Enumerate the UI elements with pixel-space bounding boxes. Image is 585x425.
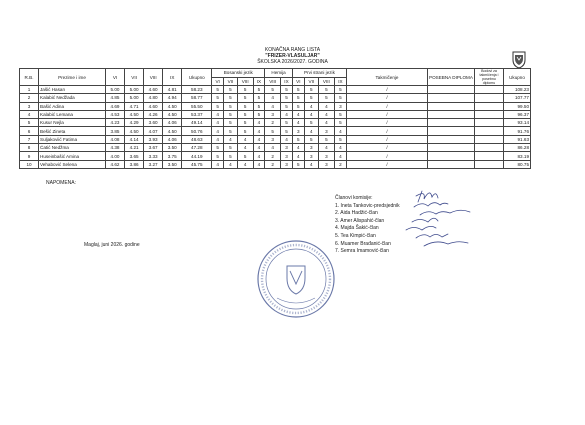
cell-ukupno: 55.50 — [182, 102, 212, 110]
cell-prvi-viii: 3 — [318, 152, 334, 160]
table-row — [20, 119, 531, 127]
cell-hem-ix: 3 — [281, 160, 293, 168]
cell-prvi-ix: 5 — [334, 119, 346, 127]
cell-total: 107.77 — [504, 94, 531, 102]
cell-name: Huseinbašić Amina — [39, 152, 106, 160]
cell-hem-viii: 4 — [265, 94, 281, 102]
cell-bos-ix: 5 — [253, 94, 265, 102]
cell-grade-viii: 3.33 — [144, 152, 163, 160]
cell-name: Bašić Adina — [39, 102, 106, 110]
cell-grade-vii: 4.71 — [125, 102, 144, 110]
cell-bos-viii: 5 — [237, 152, 253, 160]
cell-prvi-vi: 4 — [292, 152, 304, 160]
cell-hem-viii: 5 — [265, 86, 281, 94]
cell-total: 91.63 — [504, 135, 531, 143]
table-row — [20, 86, 531, 94]
cell-bos-ix: 4 — [253, 160, 265, 168]
cell-name: Kalabić Nedžada — [39, 94, 106, 102]
cell-hem-viii: 4 — [265, 102, 281, 110]
cell-prvi-vi: 5 — [292, 160, 304, 168]
cell-bos-viii: 5 — [237, 102, 253, 110]
cell-grade-vi: 4.85 — [106, 94, 125, 102]
cell-prvi-viii: 4 — [318, 119, 334, 127]
cell-ukupno: 49.14 — [182, 119, 212, 127]
col-rb: R.B. — [20, 69, 39, 86]
cell-prvi-ix: 3 — [334, 102, 346, 110]
sub-bos-ix: IX — [253, 77, 265, 86]
cell-name: Vehabović Selena — [39, 160, 106, 168]
cell-bos-vi: 4 — [212, 119, 224, 127]
cell-bos-ix: 4 — [253, 119, 265, 127]
table-row — [20, 127, 531, 135]
col-bosanski: Bosanski jezik — [212, 69, 265, 78]
cell-grade-vii: 5.00 — [125, 86, 144, 94]
place-date: Maglaj, juni 2026. godine — [84, 242, 140, 248]
cell-grade-vi: 4.53 — [106, 110, 125, 118]
cell-grade-ix: 4.06 — [163, 119, 182, 127]
cell-total: 93.14 — [504, 119, 531, 127]
cell-grade-viii: 4.60 — [144, 102, 163, 110]
cell-bodovi — [475, 110, 504, 118]
napomena-label: NAPOMENA: — [46, 180, 77, 186]
cell-grade-vii: 3.86 — [125, 160, 144, 168]
cell-prvi-viii: 5 — [318, 94, 334, 102]
cell-bos-ix: 4 — [253, 135, 265, 143]
commission-member: 6. Muamer Brađanić-član — [335, 240, 391, 247]
cell-hem-ix: 5 — [281, 86, 293, 94]
cell-rb: 9 — [20, 152, 39, 160]
cell-grade-ix: 4.06 — [163, 135, 182, 143]
cell-total: 83.19 — [504, 152, 531, 160]
cell-bodovi — [475, 102, 504, 110]
cell-total: 99.50 — [504, 102, 531, 110]
cell-rb: 5 — [20, 119, 39, 127]
cell-name: Bešić Zineta — [39, 127, 106, 135]
sub-prvi-ix: IX — [334, 77, 346, 86]
cell-bos-ix: 5 — [253, 102, 265, 110]
cell-hem-viii: 2 — [265, 152, 281, 160]
cell-bodovi — [475, 160, 504, 168]
document-title-line-2: "FRIZER-VLASULJAR" — [265, 53, 320, 59]
cell-hem-ix: 3 — [281, 144, 293, 152]
cell-takmicenje: / — [347, 135, 428, 143]
cell-grade-vii: 5.00 — [125, 94, 144, 102]
cell-hem-viii: 3 — [265, 110, 281, 118]
cell-rb: 3 — [20, 102, 39, 110]
sub-hem-ix: IX — [281, 77, 293, 86]
cell-ukupno: 47.28 — [182, 144, 212, 152]
cell-name: Kusur Nejla — [39, 119, 106, 127]
cell-prvi-ix: 4 — [334, 144, 346, 152]
col-ukupno: Ukupno — [182, 69, 212, 86]
cell-hem-ix: 5 — [281, 102, 293, 110]
cell-bos-vi: 4 — [212, 110, 224, 118]
cell-takmicenje: / — [347, 160, 428, 168]
cell-posebna — [428, 160, 475, 168]
cell-grade-ix: 4.50 — [163, 127, 182, 135]
cell-prvi-ix: 5 — [334, 135, 346, 143]
cell-prvi-viii: 4 — [318, 110, 334, 118]
cell-posebna — [428, 119, 475, 127]
cell-bos-vi: 5 — [212, 94, 224, 102]
cell-total: 108.23 — [504, 86, 531, 94]
cell-bodovi — [475, 135, 504, 143]
cell-grade-vi: 3.85 — [106, 127, 125, 135]
sub-bos-vii: VII — [224, 77, 238, 86]
cell-hem-ix: 4 — [281, 110, 293, 118]
cell-bos-vii: 4 — [224, 160, 238, 168]
cell-ukupno: 53.37 — [182, 110, 212, 118]
cell-bos-vii: 4 — [224, 135, 238, 143]
cell-takmicenje: / — [347, 119, 428, 127]
table-row — [20, 94, 531, 102]
cell-bodovi — [475, 86, 504, 94]
col-ukupno-total: Ukupno — [504, 69, 531, 86]
cell-grade-viii: 4.26 — [144, 110, 163, 118]
col-bodovi: Bodovi za takmičenja i posebnu diplomu — [475, 69, 504, 86]
cell-grade-vii: 4.50 — [125, 110, 144, 118]
cell-prvi-vi: 5 — [292, 86, 304, 94]
cell-hem-viii: 3 — [265, 135, 281, 143]
cell-takmicenje: / — [347, 127, 428, 135]
cell-bos-viii: 5 — [237, 127, 253, 135]
cell-rb: 2 — [20, 94, 39, 102]
cell-grade-ix: 4.50 — [163, 102, 182, 110]
cell-takmicenje: / — [347, 86, 428, 94]
cell-prvi-vii: 4 — [304, 127, 318, 135]
cell-bos-vii: 5 — [224, 102, 238, 110]
sub-prvi-viii: VIII — [318, 77, 334, 86]
table-row — [20, 110, 531, 118]
cell-grade-vi: 4.69 — [106, 102, 125, 110]
cell-posebna — [428, 152, 475, 160]
cell-takmicenje: / — [347, 102, 428, 110]
cell-bos-vi: 5 — [212, 86, 224, 94]
commission-member: 2. Aida Hadžić-član — [335, 210, 378, 217]
cell-prvi-ix: 5 — [334, 94, 346, 102]
cell-bos-viii: 4 — [237, 135, 253, 143]
cell-bos-ix: 4 — [253, 127, 265, 135]
cell-grade-ix: 4.50 — [163, 110, 182, 118]
cell-posebna — [428, 144, 475, 152]
cell-prvi-vi: 5 — [292, 94, 304, 102]
cell-prvi-vi: 4 — [292, 144, 304, 152]
cell-prvi-ix: 4 — [334, 152, 346, 160]
cell-prvi-ix: 5 — [334, 86, 346, 94]
commission-member: 5. Tea Kimpić-član — [335, 232, 376, 239]
cell-prvi-ix: 5 — [334, 110, 346, 118]
cell-prvi-vi: 4 — [292, 119, 304, 127]
cell-ukupno: 44.19 — [182, 152, 212, 160]
col-vii: VII — [125, 69, 144, 86]
sub-prvi-vii: VII — [304, 77, 318, 86]
cell-bos-ix: 5 — [253, 110, 265, 118]
cell-posebna — [428, 86, 475, 94]
cell-hem-ix: 5 — [281, 127, 293, 135]
cell-bos-vii: 5 — [224, 144, 238, 152]
cell-prvi-viii: 5 — [318, 86, 334, 94]
cell-hem-ix: 4 — [281, 135, 293, 143]
cell-takmicenje: / — [347, 152, 428, 160]
cell-prvi-ix: 2 — [334, 160, 346, 168]
cell-prvi-vii: 5 — [304, 94, 318, 102]
col-posebna: POSEBNA DIPLOMA — [428, 69, 475, 86]
cell-bodovi — [475, 94, 504, 102]
col-vi: VI — [106, 69, 125, 86]
ranking-table — [19, 68, 531, 169]
cell-grade-viii: 4.60 — [144, 86, 163, 94]
cell-total: 80.75 — [504, 160, 531, 168]
table-row — [20, 152, 531, 160]
cell-grade-viii: 3.67 — [144, 144, 163, 152]
cell-hem-viii: 2 — [265, 160, 281, 168]
cell-rb: 10 — [20, 160, 39, 168]
cell-bodovi — [475, 119, 504, 127]
cell-posebna — [428, 127, 475, 135]
cell-hem-ix: 3 — [281, 152, 293, 160]
cell-ukupno: 48.63 — [182, 135, 212, 143]
cell-prvi-vii: 5 — [304, 119, 318, 127]
cell-bodovi — [475, 127, 504, 135]
cell-prvi-vi: 4 — [292, 110, 304, 118]
cell-grade-viii: 3.60 — [144, 119, 163, 127]
cell-grade-vii: 4.14 — [125, 135, 144, 143]
cell-bos-vii: 5 — [224, 119, 238, 127]
col-hemija: Hemija — [265, 69, 293, 78]
cell-bos-viii: 4 — [237, 144, 253, 152]
cell-prvi-vi: 5 — [292, 135, 304, 143]
col-takmicenje: Takmičenje — [347, 69, 428, 86]
cell-total: 86.28 — [504, 144, 531, 152]
cell-bos-vii: 5 — [224, 110, 238, 118]
cell-prvi-vii: 4 — [304, 102, 318, 110]
cell-prvi-vii: 4 — [304, 110, 318, 118]
cell-bos-vi: 4 — [212, 127, 224, 135]
cell-hem-ix: 5 — [281, 94, 293, 102]
commission-member: 1. Ineta Tankovic-predsjednik — [335, 202, 400, 209]
cell-ukupno: 45.75 — [182, 160, 212, 168]
cell-grade-vi: 4.23 — [106, 119, 125, 127]
cell-bos-vi: 5 — [212, 152, 224, 160]
cell-prvi-viii: 5 — [318, 135, 334, 143]
cell-grade-viii: 4.07 — [144, 127, 163, 135]
table-row — [20, 135, 531, 143]
cell-bos-vi: 5 — [212, 144, 224, 152]
cell-rb: 8 — [20, 144, 39, 152]
sub-bos-vi: VI — [212, 77, 224, 86]
cell-grade-viii: 3.93 — [144, 135, 163, 143]
table-row — [20, 102, 531, 110]
sub-hem-viii: VIII — [265, 77, 281, 86]
cell-grade-vii: 3.65 — [125, 152, 144, 160]
cell-hem-viii: 4 — [265, 144, 281, 152]
cell-prvi-viii: 4 — [318, 102, 334, 110]
cell-name: Jašić Hasan — [39, 86, 106, 94]
cell-bos-viii: 5 — [237, 119, 253, 127]
col-name: Prezime i ime — [39, 69, 106, 86]
cell-grade-vii: 4.29 — [125, 119, 144, 127]
cell-grade-vi: 4.62 — [106, 160, 125, 168]
cell-grade-ix: 4.94 — [163, 94, 182, 102]
cell-name: Ćatić Nedžma — [39, 144, 106, 152]
cell-prvi-ix: 4 — [334, 127, 346, 135]
cell-grade-viii: 4.80 — [144, 94, 163, 102]
cell-posebna — [428, 102, 475, 110]
cell-total: 91.76 — [504, 127, 531, 135]
cell-ukupno: 58.23 — [182, 86, 212, 94]
cell-name: Kalabić Lemana — [39, 110, 106, 118]
document-title-line-3: ŠKOLSKA 2026/2027. GODINA — [257, 59, 328, 65]
cell-grade-vi: 4.38 — [106, 144, 125, 152]
col-prvi-strani: Prvi strani jezik — [292, 69, 346, 78]
col-viii: VIII — [144, 69, 163, 86]
cell-takmicenje: / — [347, 110, 428, 118]
cell-prvi-vi: 5 — [292, 102, 304, 110]
document-title-line-1: KONAČNA RANG LISTA — [264, 47, 321, 53]
cell-grade-ix: 3.50 — [163, 144, 182, 152]
commission-title: Članovi komisije: — [335, 195, 373, 201]
cell-grade-vi: 5.00 — [106, 86, 125, 94]
official-seal-icon — [255, 238, 337, 320]
school-crest-icon — [511, 50, 527, 69]
cell-bodovi — [475, 144, 504, 152]
cell-bos-vii: 5 — [224, 86, 238, 94]
cell-posebna — [428, 135, 475, 143]
cell-prvi-vii: 3 — [304, 144, 318, 152]
cell-grade-ix: 3.50 — [163, 160, 182, 168]
cell-bos-ix: 5 — [253, 86, 265, 94]
cell-prvi-vii: 3 — [304, 152, 318, 160]
table-row — [20, 144, 531, 152]
cell-hem-viii: 5 — [265, 127, 281, 135]
cell-bos-vi: 5 — [212, 102, 224, 110]
cell-rb: 7 — [20, 135, 39, 143]
table-row — [20, 160, 531, 168]
cell-bos-vii: 5 — [224, 152, 238, 160]
handwritten-signatures-icon — [378, 182, 488, 252]
cell-prvi-viii: 3 — [318, 127, 334, 135]
cell-grade-vii: 4.21 — [125, 144, 144, 152]
cell-bos-viii: 5 — [237, 94, 253, 102]
cell-rb: 1 — [20, 86, 39, 94]
cell-grade-ix: 3.75 — [163, 152, 182, 160]
cell-prvi-viii: 4 — [318, 144, 334, 152]
cell-grade-viii: 3.27 — [144, 160, 163, 168]
cell-bos-ix: 4 — [253, 152, 265, 160]
commission-member: 4. Majda Šakić-član — [335, 225, 379, 232]
sub-bos-viii: VIII — [237, 77, 253, 86]
cell-prvi-viii: 3 — [318, 160, 334, 168]
sub-prvi-vi: VI — [292, 77, 304, 86]
cell-hem-viii: 2 — [265, 119, 281, 127]
cell-takmicenje: / — [347, 144, 428, 152]
cell-grade-ix: 4.81 — [163, 86, 182, 94]
cell-bodovi — [475, 152, 504, 160]
cell-name: Suljakoviić Fatima — [39, 135, 106, 143]
cell-bos-vii: 5 — [224, 127, 238, 135]
cell-prvi-vii: 4 — [304, 160, 318, 168]
cell-bos-viii: 4 — [237, 160, 253, 168]
cell-prvi-vi: 3 — [292, 127, 304, 135]
cell-takmicenje: / — [347, 94, 428, 102]
cell-ukupno: 50.76 — [182, 127, 212, 135]
cell-ukupno: 58.77 — [182, 94, 212, 102]
cell-posebna — [428, 110, 475, 118]
cell-rb: 4 — [20, 110, 39, 118]
cell-posebna — [428, 94, 475, 102]
commission-member: 7. Semra Imamović-član — [335, 248, 389, 255]
cell-grade-vi: 4.00 — [106, 152, 125, 160]
cell-grade-vi: 4.08 — [106, 135, 125, 143]
col-ix: IX — [163, 69, 182, 86]
cell-bos-viii: 5 — [237, 86, 253, 94]
cell-total: 96.37 — [504, 110, 531, 118]
cell-grade-vii: 4.50 — [125, 127, 144, 135]
cell-bos-vi: 4 — [212, 135, 224, 143]
cell-rb: 6 — [20, 127, 39, 135]
cell-prvi-vii: 5 — [304, 86, 318, 94]
cell-bos-viii: 5 — [237, 110, 253, 118]
cell-hem-ix: 5 — [281, 119, 293, 127]
cell-bos-vii: 5 — [224, 94, 238, 102]
cell-bos-vi: 4 — [212, 160, 224, 168]
commission-member: 3. Amer Alispahić-član — [335, 217, 385, 224]
cell-bos-ix: 4 — [253, 144, 265, 152]
cell-prvi-vii: 5 — [304, 135, 318, 143]
